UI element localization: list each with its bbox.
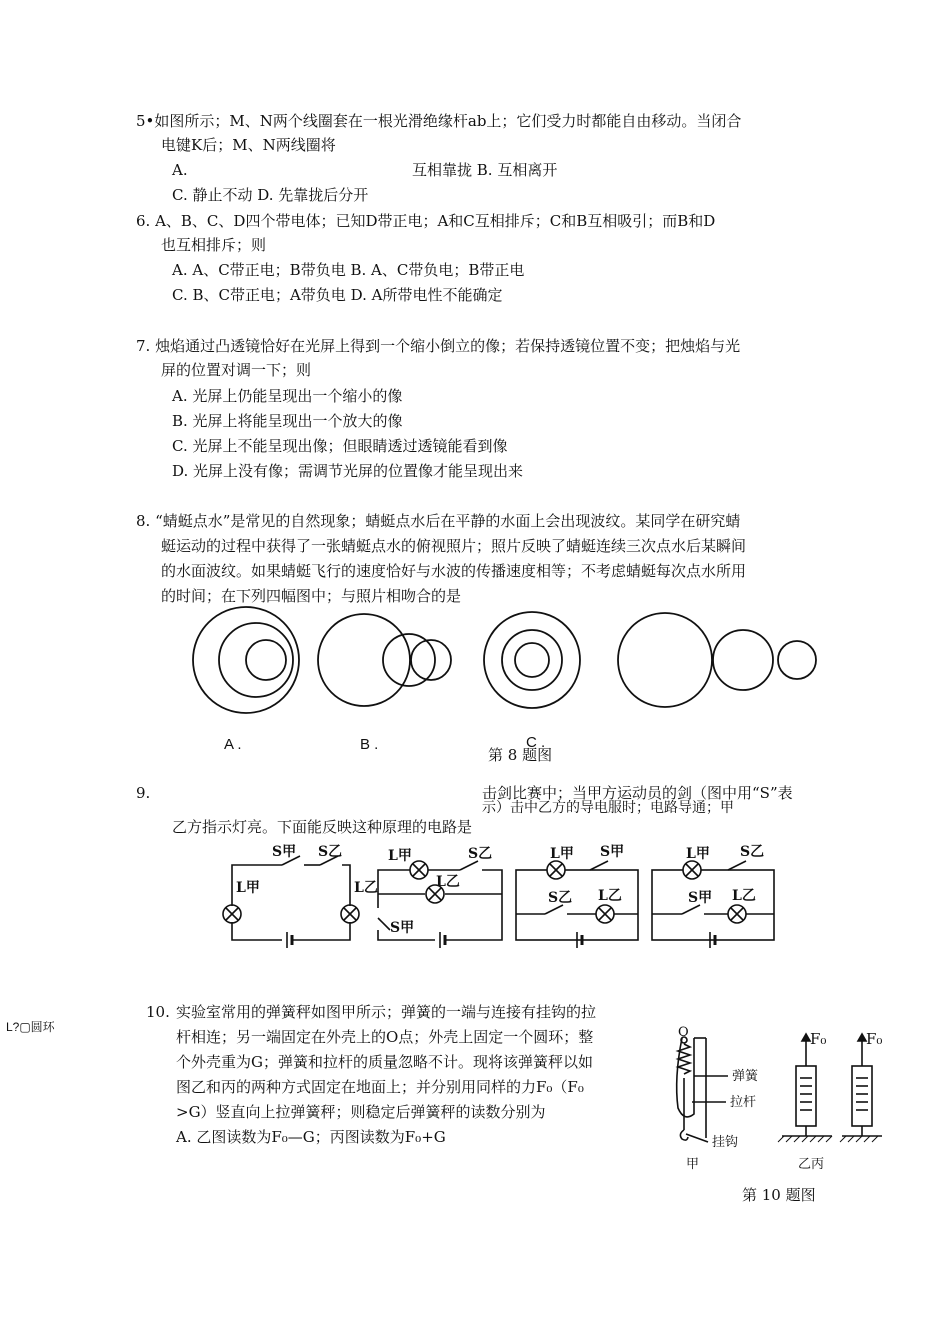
- q8-line3: 的水面波纹。如果蜻蜓飞行的速度恰好与水波的传播速度相等；不考虑蜻蜓每次点水所用: [161, 562, 747, 580]
- q9-c1-s-jia: S甲: [272, 844, 297, 860]
- q9-c3-l-yi: L乙: [598, 888, 622, 904]
- q7-option-a: A. 光屏上仍能呈现出一个缩小的像: [172, 387, 403, 405]
- q6-option-c: C. B、C带正电；A带负电 D. A所带电性不能确定: [172, 286, 503, 304]
- q8-line4: 的时间；在下列四幅图中；与照片相吻合的是: [161, 587, 462, 605]
- q5-option-c: C. 静止不动 D. 先靠拢后分开: [172, 186, 369, 204]
- q10-f0-yi: F₀: [810, 1030, 827, 1048]
- q10-f0-bing: F₀: [866, 1030, 883, 1048]
- q9-c2-l-jia: L甲: [388, 848, 412, 864]
- q10-caption: 第 10 题图: [742, 1186, 816, 1204]
- q10-label-jia: 甲: [686, 1157, 700, 1172]
- q8-figure-c-circle-small: [515, 643, 549, 677]
- q9-c2-s-jia: S甲: [390, 920, 415, 936]
- q10-line2: 杆相连；另一端固定在外壳上的O点；外壳上固定一个圆环；整: [176, 1028, 594, 1046]
- q7-option-b: B. 光屏上将能呈现出一个放大的像: [172, 412, 403, 430]
- q10-figure-bing: [842, 1034, 882, 1136]
- q10-label-yibing: 乙丙: [798, 1157, 825, 1172]
- q5-option-a-text: 互相靠拢 B. 互相离开: [412, 161, 558, 179]
- q10-side-note: L?▢圆环: [6, 1020, 55, 1034]
- q10-label-o: O: [678, 1025, 689, 1040]
- q10-label-spring: 弹簧: [732, 1069, 759, 1084]
- q10-line3: 个外壳重为G；弹簧和拉杆的质量忽略不计。现将该弹簧秤以如: [176, 1053, 593, 1071]
- q9-text-right-1: 击剑比赛中；当甲方运动员的剑（图中用“S”表: [482, 784, 793, 802]
- q8-figure-d-circle-mid: [713, 630, 773, 690]
- q8-figure-d-circle-large: [618, 613, 712, 707]
- q8-figure-c-circle-mid: [502, 630, 562, 690]
- q5-line1: 5•如图所示；M、N两个线圈套在一根光滑绝缘杆ab上；它们受力时都能自由移动。当闭合: [136, 112, 742, 130]
- q9-c4-s-yi: S乙: [740, 844, 765, 860]
- q10-spring-scale-figure: [664, 1018, 894, 1172]
- q9-c3-s-yi: S乙: [548, 890, 573, 906]
- q9-c2-l-yi: L乙: [436, 874, 460, 890]
- q9-c3-s-jia: S甲: [600, 844, 625, 860]
- q10-line4: 图乙和丙的两种方式固定在地面上；并分别用同样的力F₀（F₀: [176, 1078, 584, 1096]
- q8-line1: 8. “蜻蜓点水”是常见的自然现象；蜻蜓点水后在平静的水面上会出现波纹。某同学在研究蜻: [136, 512, 741, 530]
- q10-label-rod: 拉杆: [730, 1095, 757, 1110]
- q6-line2: 也互相排斥；则: [161, 236, 267, 254]
- q8-label-c: C .: [526, 734, 546, 751]
- q5-line2: 电键K后；M、N两线圈将: [161, 136, 336, 154]
- q7-option-c: C. 光屏上不能呈现出像；但眼睛透过透镜能看到像: [172, 437, 508, 455]
- q9-c1-s-yi: S乙: [318, 844, 343, 860]
- q7-line2: 屏的位置对调一下；则: [161, 361, 312, 379]
- q10-number: 10.: [146, 1003, 170, 1021]
- q9-c3-l-jia: L甲: [550, 846, 574, 862]
- q10-line1: 实验室常用的弹簧秤如图甲所示；弹簧的一端与连接有挂钩的拉: [176, 1003, 597, 1021]
- q7-line1: 7. 烛焰通过凸透镜恰好在光屏上得到一个缩小倒立的像；若保持透镜位置不变；把烛焰与光: [136, 337, 741, 355]
- q9-number: 9.: [136, 784, 151, 802]
- q9-c1-l-yi: L乙: [354, 880, 378, 896]
- q8-label-a: A .: [224, 736, 242, 753]
- q10-option-a: A. 乙图读数为F₀—G；丙图读数为F₀+G: [176, 1128, 446, 1146]
- q8-figure-c-circle-large: [484, 612, 580, 708]
- q8-line2: 蜓运动的过程中获得了一张蜻蜓点水的俯视照片；照片反映了蜻蜓连续三次点水后某瞬间: [161, 537, 747, 555]
- q5-option-a-label: A.: [172, 161, 188, 179]
- q8-figure-a-circle-mid: [219, 623, 293, 697]
- q10-figure-yi: [782, 1034, 832, 1136]
- q6-option-a: A. A、C带正电；B带负电 B. A、C带负电；B带正电: [172, 261, 525, 279]
- q7-option-d: D. 光屏上没有像；需调节光屏的位置像才能呈现出来: [172, 462, 524, 480]
- q9-line2: 乙方指示灯亮。下面能反映这种原理的电路是: [172, 818, 473, 836]
- q9-c4-l-jia: L甲: [686, 846, 710, 862]
- q10-line5: >G）竖直向上拉弹簧秤；则稳定后弹簧秤的读数分别为: [176, 1103, 546, 1121]
- q9-c4-s-jia: S甲: [688, 890, 713, 906]
- q9-text-right-2: 示）击中乙方的导电服时；电路导通；甲: [482, 800, 734, 816]
- q8-caption: 第 8 题图: [488, 746, 553, 764]
- q8-figure-d-circle-small: [778, 641, 816, 679]
- q9-circuit-4: [652, 861, 774, 948]
- q8-figure-b-circle-mid: [383, 634, 435, 686]
- q8-label-b: B .: [360, 736, 379, 753]
- q9-c2-s-yi: S乙: [468, 846, 493, 862]
- q8-figure-b-circle-large: [318, 614, 410, 706]
- q9-circuit-1: [223, 856, 359, 948]
- q9-c4-l-yi: L乙: [732, 888, 756, 904]
- q6-line1: 6. A、B、C、D四个带电体；已知D带正电；A和C互相排斥；C和B互相吸引；而B和D: [136, 212, 716, 230]
- q9-c1-l-jia: L甲: [236, 880, 260, 896]
- q9-circuit-3: [516, 861, 638, 948]
- q9-circuit-diagrams: [0, 836, 950, 951]
- q10-label-hook: 挂钩: [712, 1135, 739, 1150]
- q8-wave-figures: [0, 610, 950, 740]
- q10-figure-jia: [677, 1037, 728, 1142]
- q8-figure-a-circle-small: [246, 640, 286, 680]
